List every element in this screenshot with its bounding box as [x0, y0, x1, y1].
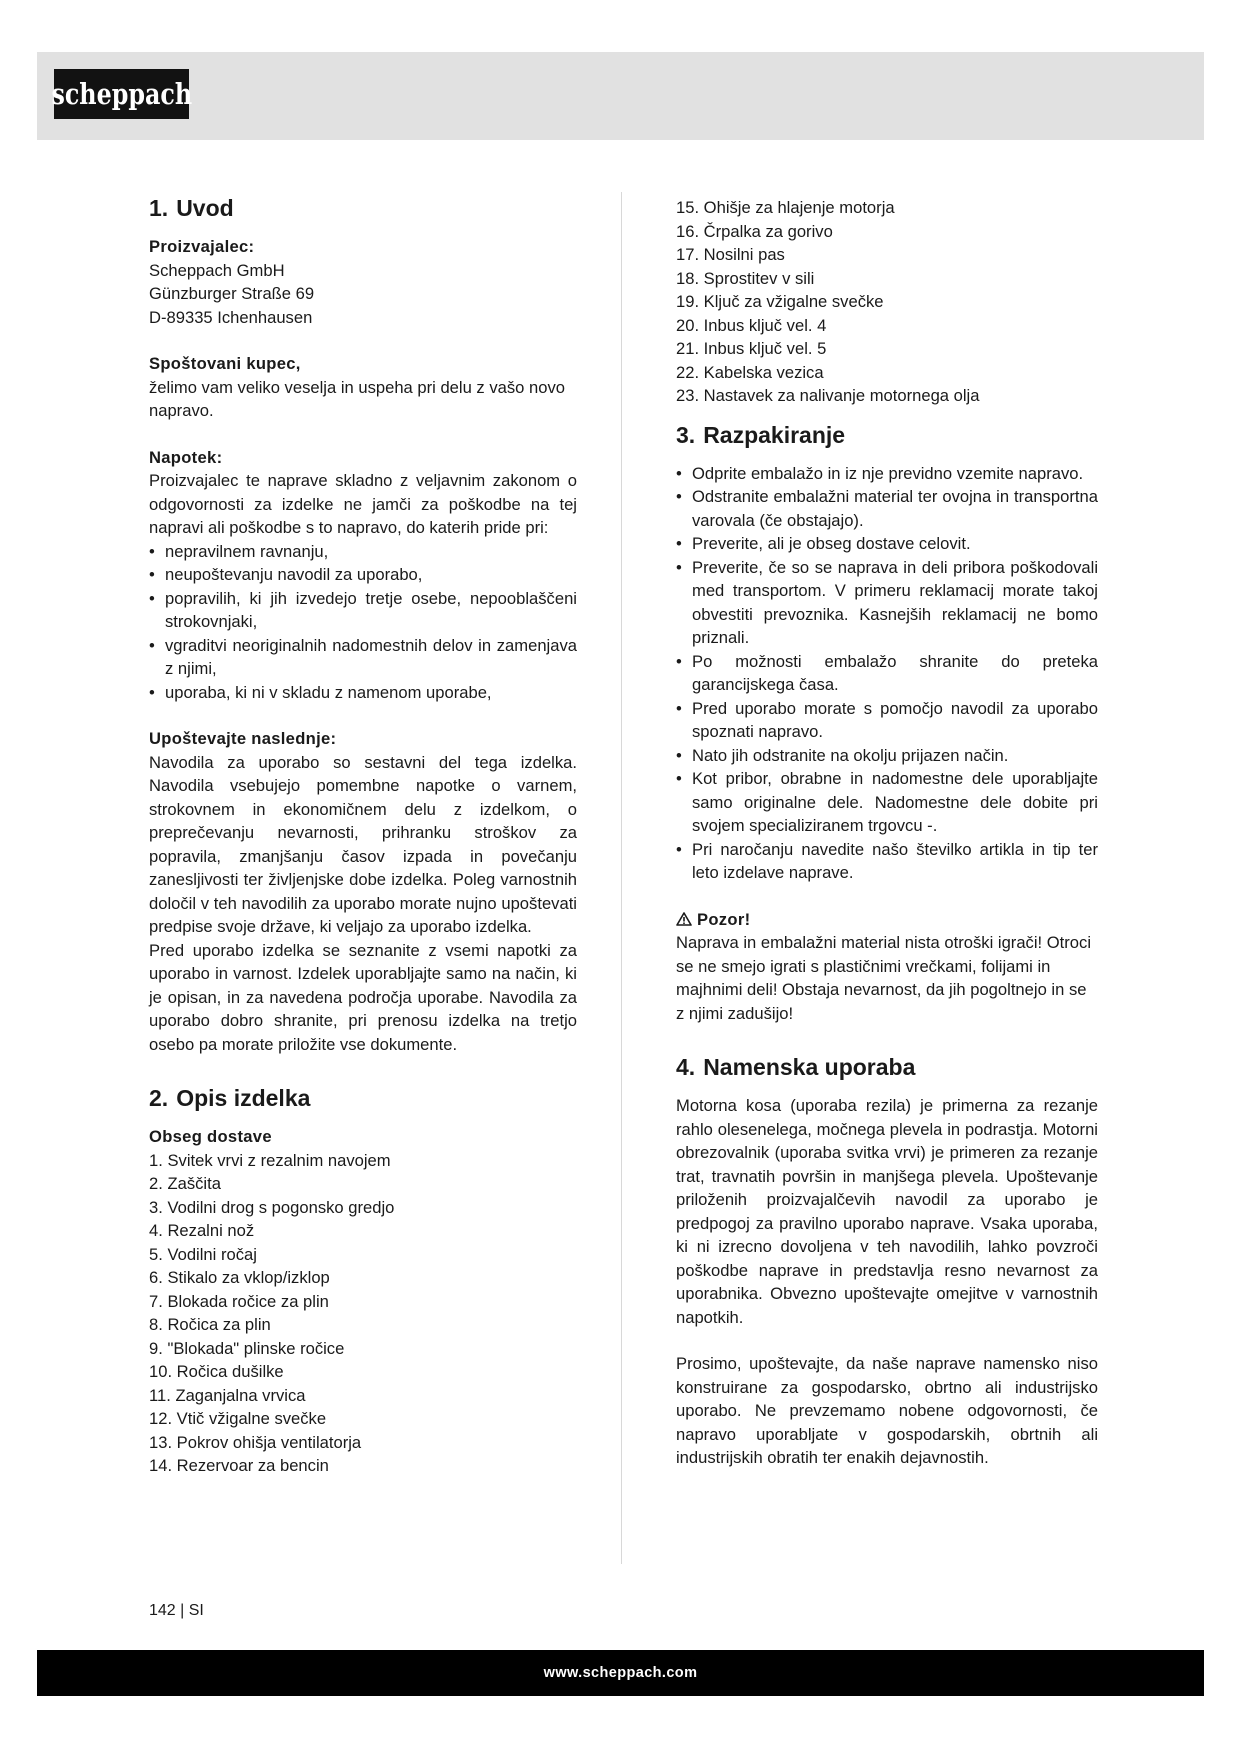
list-item: • Pri naročanju navedite našo številko artikla in tip ter leto izdelave naprave.: [676, 838, 1098, 885]
list-item: 20. Inbus ključ vel. 4: [676, 315, 827, 335]
list-item: 17. Nosilni pas: [676, 245, 785, 264]
page-number: 142 | SI: [149, 1602, 204, 1619]
caution-heading: Pozor!: [676, 908, 1098, 932]
list-item: 5. Vodilni ročaj: [149, 1244, 257, 1264]
page-header: [37, 52, 1204, 140]
unpack-bullet-list: [676, 462, 1098, 885]
list-item: • nepravilnem ravnanju,: [149, 540, 577, 564]
scheppach-logo: scheppach: [54, 69, 189, 119]
note-heading: Napotek:: [149, 447, 223, 467]
list-item: • Po možnosti embalažo shranite do preteka garancijskega časa.: [676, 650, 1098, 697]
list-item: 10. Ročica dušilke: [149, 1362, 284, 1381]
list-item: • vgraditvi neoriginalnih nadomestnih delov in zamenjava z njimi,: [149, 634, 577, 681]
manufacturer-address: Scheppach GmbH Günzburger Straße 69 D-89335 Ichenhausen: [149, 260, 315, 327]
scope-list: [149, 1149, 577, 1478]
intended-use-text: Motorna kosa (uporaba rezila) je primerna za rezanje rahlo olesenelega, močnega plevela in podrastja. Motorni obrezovalnik (uporaba svitka vrvi) je primeren za rezanje trat, travnatih površin in manjšega plevela. Upoštevanje priloženih proizvajalčevih navodil za uporabo je predpogoj za pravilno uporabo naprave. Vsaka uporaba, ki ni izrecno dovoljena v teh navodilih, lahko povzroči poškodbe naprave in predstavlja resno nevarnost za uporabnika. Obvezno upoštevajte omejitve v varnostnih napotkih.: [676, 1096, 1098, 1327]
list-item: 13. Pokrov ohišja ventilatorja: [149, 1432, 362, 1452]
list-item: 8. Ročica za plin: [149, 1315, 271, 1334]
section-1-heading: 1. Uvod: [149, 195, 234, 221]
right-column: [676, 194, 1098, 1470]
observe-text-2: Pred uporabo izdelka se seznanite z vsemi napotki za uporabo in varnost. Izdelek uporabljajte samo na način, ki je opisan, in za navedena področja uporabe. Navodila za uporabo dobro shranite, pri prenosu izdelka na tretjo osebo pa morate priložite vse dokumente.: [149, 940, 577, 1054]
manufacturer-heading: Proizvajalec:: [149, 237, 255, 256]
warning-triangle-icon: [676, 912, 692, 926]
section-4-heading: 4. Namenska uporaba: [676, 1054, 916, 1080]
list-item: • Preverite, če so se naprava in deli pribora poškodovali med transportom. V primeru reklamacij morate takoj obvestiti prevoznika. Kasnejših reklamacij ne bomo priznali.: [676, 556, 1098, 650]
list-item: • Odstranite embalažni material ter ovojna in transportna varovala (če obstajajo).: [676, 485, 1098, 532]
list-item: 12. Vtič vžigalne svečke: [149, 1409, 327, 1428]
list-item: 19. Ključ za vžigalne svečke: [676, 292, 884, 311]
scope-heading: Obseg dostave: [149, 1127, 272, 1146]
list-item: 7. Blokada ročice za plin: [149, 1291, 329, 1311]
list-item: 2. Zaščita: [149, 1174, 221, 1193]
observe-heading: Upoštevajte naslednje:: [149, 729, 337, 748]
website-link[interactable]: www.scheppach.com: [543, 1665, 698, 1681]
list-item: 4. Rezalni nož: [149, 1221, 255, 1240]
list-item: 1. Svitek vrvi z rezalnim navojem: [149, 1150, 391, 1170]
list-item: • Nato jih odstranite na okolju prijazen način.: [676, 744, 1098, 768]
scope-list-continued: [676, 196, 1098, 408]
list-item: 14. Rezervoar za bencin: [149, 1456, 329, 1475]
list-item: 11. Zaganjalna vrvica: [149, 1385, 306, 1405]
list-item: 22. Kabelska vezica: [676, 362, 824, 382]
list-item: • popravilih, ki jih izvedejo tretje osebe, nepooblaščeni strokovnjaki,: [149, 587, 577, 634]
list-item: • Preverite, ali je obseg dostave celovit.: [676, 532, 1098, 556]
page-footer: [37, 1650, 1204, 1696]
section-2-heading: 2. Opis izdelka: [149, 1085, 311, 1111]
list-item: 9. "Blokada" plinske ročice: [149, 1338, 345, 1358]
note-bullet-list: [149, 540, 577, 705]
list-item: 21. Inbus ključ vel. 5: [676, 339, 827, 358]
customer-heading: Spoštovani kupec,: [149, 354, 301, 373]
list-item: 3. Vodilni drog s pogonsko gredjo: [149, 1197, 395, 1217]
note-text: Proizvajalec te naprave skladno z veljavnim zakonom o odgovornosti za izdelke ne jamči za poškodbe na tej napravi ali poškodbe s to napravo, do katerih pride pri:: [149, 471, 577, 537]
list-item: 6. Stikalo za vklop/izklop: [149, 1268, 330, 1287]
list-item: • Pred uporabo morate s pomočjo navodil za uporabo spoznati napravo.: [676, 697, 1098, 744]
list-item: • Kot pribor, obrabne in nadomestne dele uporabljajte samo originalne dele. Nadomestne dele dobite pri svojem specializiranem trgovcu -.: [676, 767, 1098, 838]
list-item: • Odprite embalažo in iz nje previdno vzemite napravo.: [676, 462, 1098, 486]
customer-text: želimo vam veliko veselja in uspeha pri delu z vašo novo napravo.: [149, 377, 565, 420]
caution-text: Naprava in embalažni material nista otroški igrači! Otroci se ne smejo igrati s plastičnimi vrečkami, folijami in majhnimi deli! Obstaja nevarnost, da jih pogoltnejo in se z njimi zadušijo!: [676, 933, 1092, 1023]
left-column: [149, 194, 577, 1478]
list-item: 15. Ohišje za hlajenje motorja: [676, 198, 895, 217]
list-item: 18. Sprostitev v sili: [676, 268, 815, 288]
intended-use-text-2: Prosimo, upoštevajte, da naše naprave namensko niso konstruirane za gospodarsko, obrtno ali industrijsko uporabo. Ne prevzemamo nobene odgovornosti, če napravo uporabljate v gospodarskih, obrtnih ali industrijskih obratih ter enakih dejavnostih.: [676, 1354, 1098, 1467]
section-3-heading: 3. Razpakiranje: [676, 421, 846, 448]
list-item: • uporaba, ki ni v skladu z namenom uporabe,: [149, 681, 577, 705]
list-item: 23. Nastavek za nalivanje motornega olja: [676, 386, 980, 405]
column-divider: [621, 192, 622, 1564]
list-item: • neupoštevanju navodil za uporabo,: [149, 563, 577, 587]
observe-text: Navodila za uporabo so sestavni del tega izdelka. Navodila vsebujejo pomembne napotke o varnem, strokovnem in ekonomičnem delu z izdelkom, o preprečevanju nevarnosti, prihranku stroškov za popravila, zmanjšanju časov izpada in povečanju zanesljivosti ter življenjske dobe izdelka. Poleg varnostnih določil v teh navodilih za uporabo morate nujno upoštevati predpise svoje države, ki veljajo za uporabo izdelka.: [149, 752, 577, 936]
list-item: 16. Črpalka za gorivo: [676, 221, 833, 241]
